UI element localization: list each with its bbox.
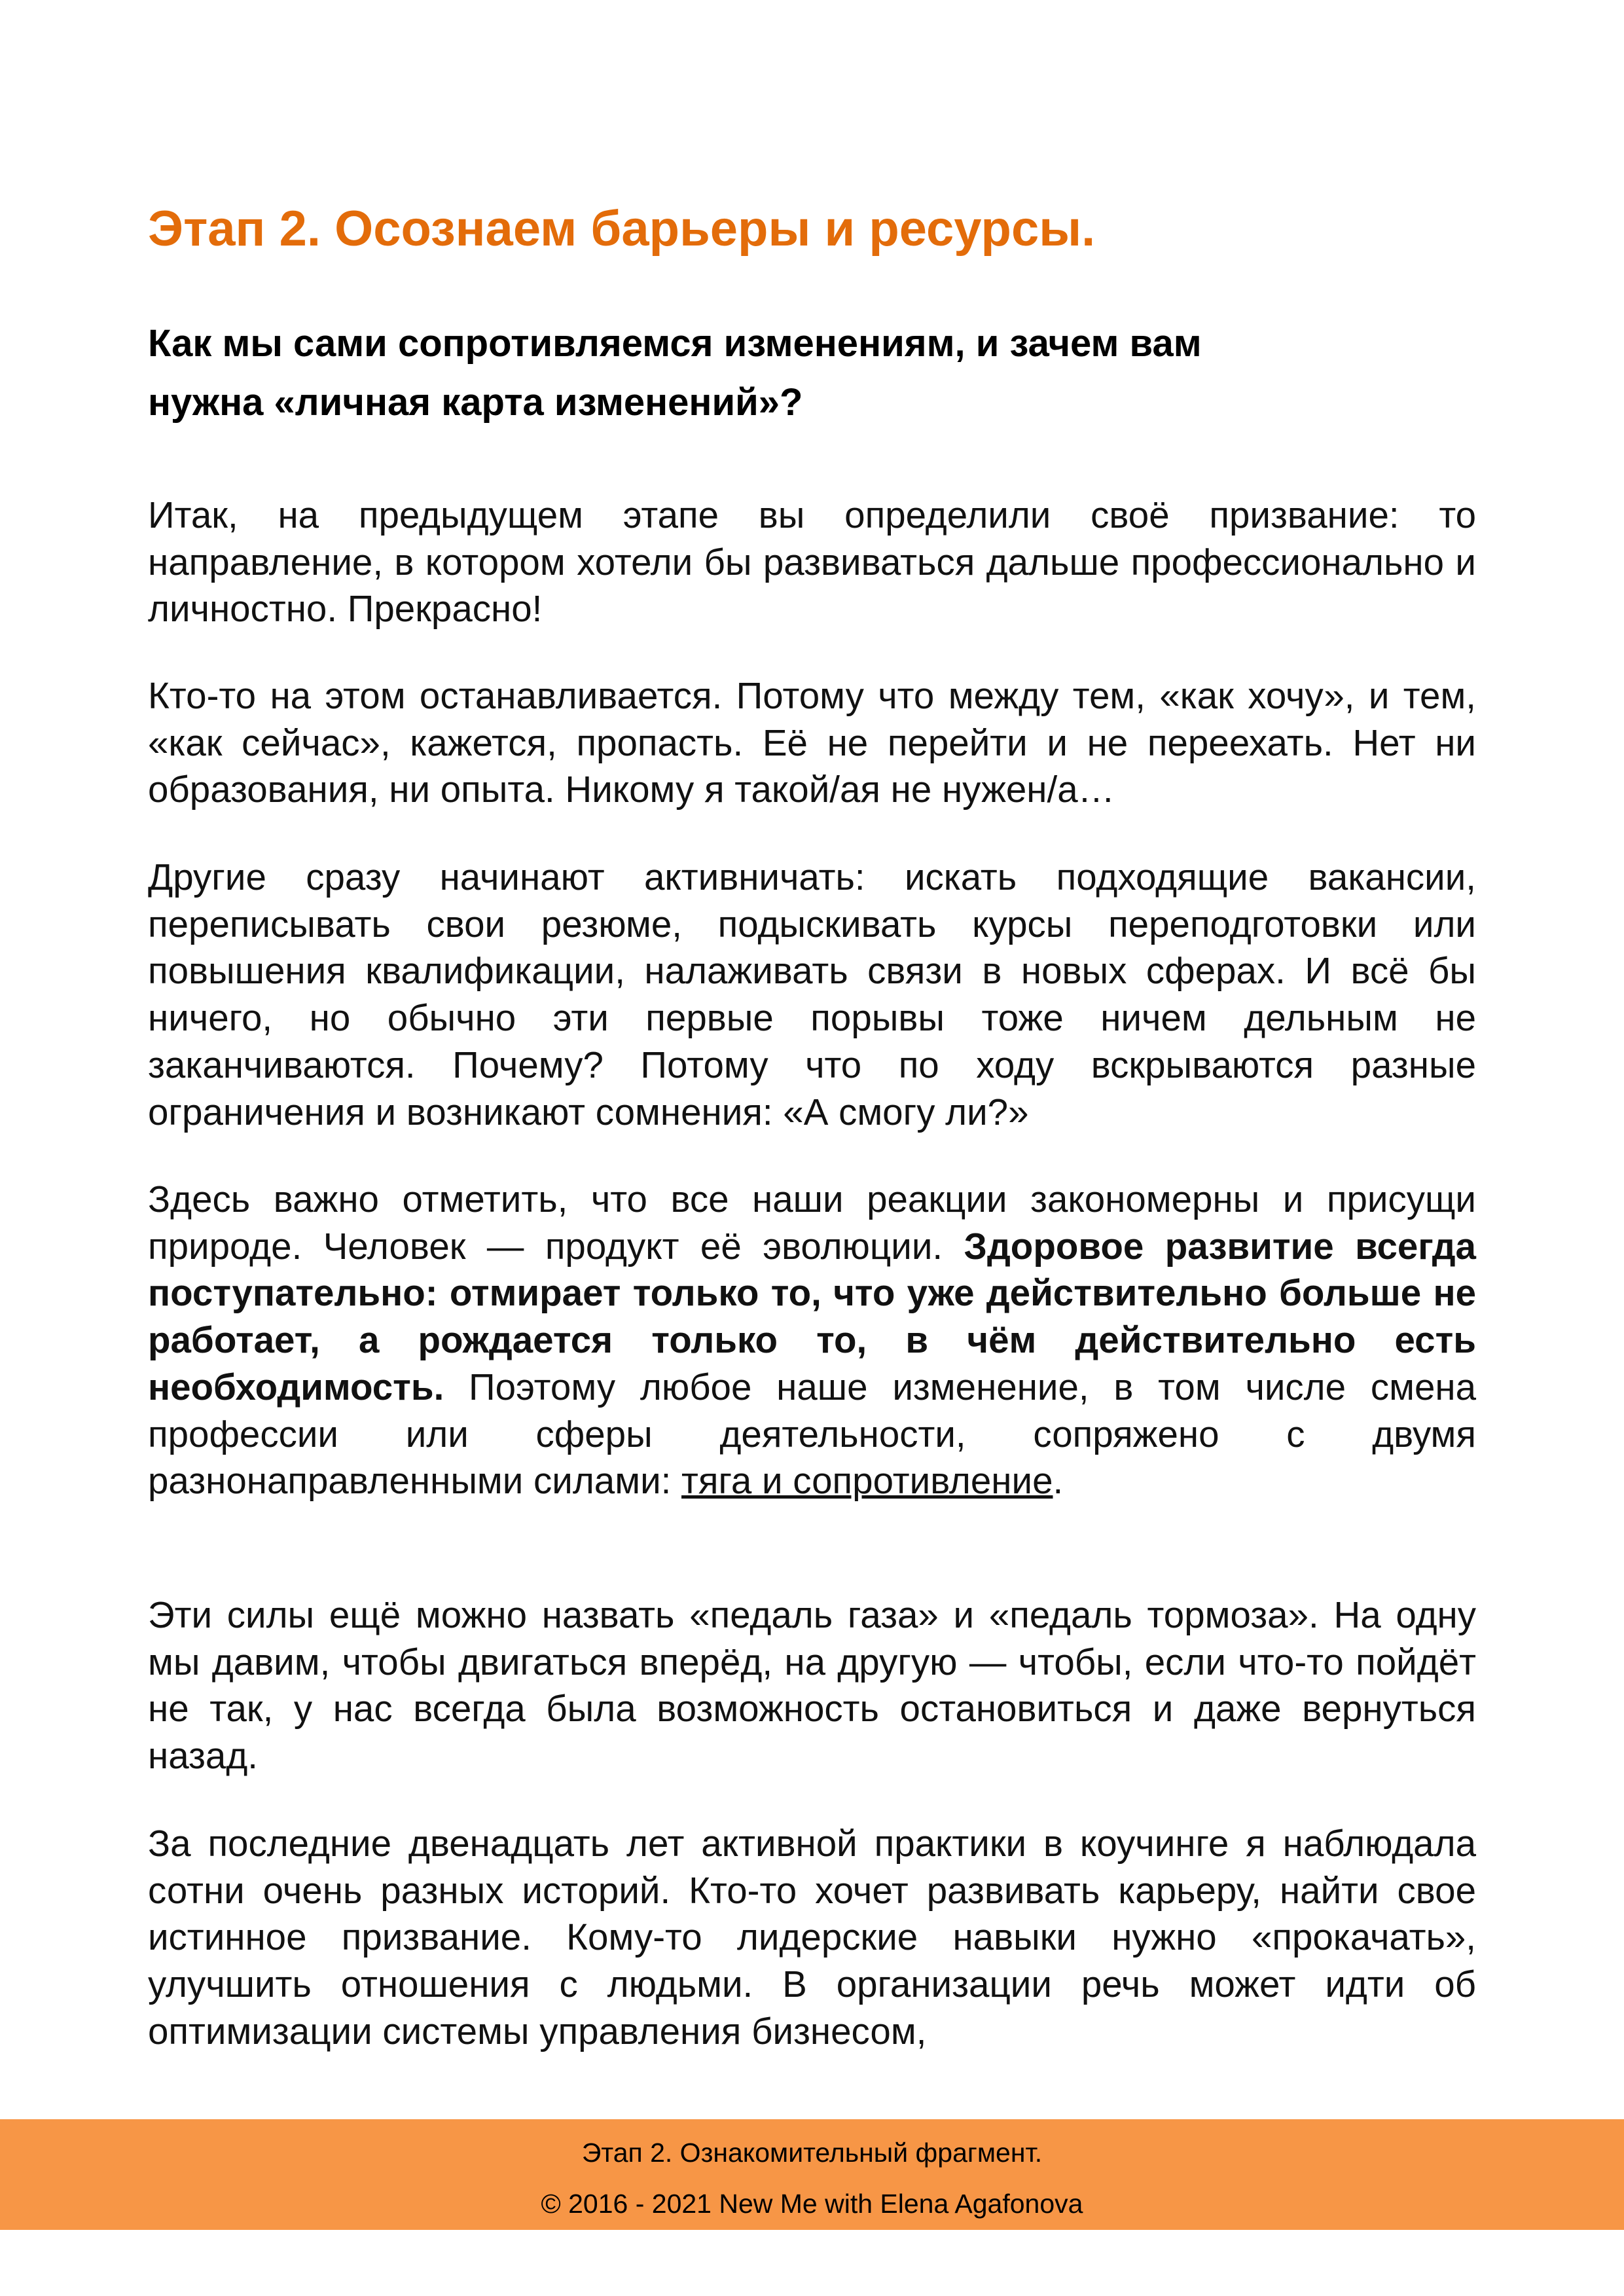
paragraph-2: Кто-то на этом останавливается. Потому что между тем, «как хочу», и тем, «как сейчас», кажется, пропасть. Её не перейти и не переехать. Нет ни образования, ни опыта. Никому я такой/ая не нужен/а… (148, 675, 1476, 811)
page-title: Этап 2. Осознаем барьеры и ресурсы. (148, 201, 1096, 257)
paragraph-text: Поэтому любое наше изменение, в том числе смена профессии или сферы деятельности, сопряжено с двумя разнонаправленными силами: (148, 1366, 1476, 1502)
paragraph-5: Эти силы ещё можно назвать «педаль газа» и «педаль тормоза». На одну мы давим, чтобы двигаться вперёд, на другую — чтобы, если что-то пойдёт не так, у нас всегда была возможность остановиться и даже вернуться назад. (148, 1594, 1476, 1777)
paragraph-text: Здесь важно отметить, что все наши реакции закономерны и присущи природе. Человек — продукт её эволюции. (148, 1178, 1476, 1267)
subtitle-line: Как мы сами сопротивляемся изменениям, и зачем вам (148, 322, 1202, 365)
paragraph-3: Другие сразу начинают активничать: искать подходящие вакансии, переписывать свои резюме, подыскивать курсы переподготовки или повышения квалификации, налаживать связи в новых сферах. И всё бы ничего, но обычно эти первые порывы тоже ничем дельным не заканчиваются. Почему? Потому что по ходу вскрываются разные ограничения и возникают сомнения: «А смогу ли?» (148, 856, 1476, 1133)
page-footer (0, 2119, 1624, 2230)
paragraph-4 (148, 1176, 1476, 1504)
subtitle-line: нужна «личная карта изменений»? (148, 381, 803, 424)
paragraph-text: . (1053, 1460, 1064, 1502)
underlined-emphasis: тяга и сопротивление (681, 1460, 1053, 1502)
footer-copyright: © 2016 - 2021 New Me with Elena Agafonova (541, 2189, 1083, 2219)
paragraph-6: За последние двенадцать лет активной практики в коучинге я наблюдала сотни очень разных историй. Кто-то хочет развивать карьеру, найти свое истинное призвание. Кому-то лидерские навыки нужно «прокачать», улучшить отношения с людьми. В организации речь может идти об оптимизации системы управления бизнесом, (148, 1823, 1476, 2052)
bold-emphasis: Здоровое развитие всегда поступательно: отмирает только то, что уже действительно больше не работает, а рождается только то, в чём действительно есть необходимость. (148, 1225, 1476, 1408)
footer-caption: Этап 2. Ознакомительный фрагмент. (581, 2138, 1043, 2168)
section-subtitle (148, 314, 1476, 432)
paragraph-1: Итак, на предыдущем этапе вы определили своё призвание: то направление, в котором хотели бы развиваться дальше профессионально и личностно. Прекрасно! (148, 494, 1476, 630)
